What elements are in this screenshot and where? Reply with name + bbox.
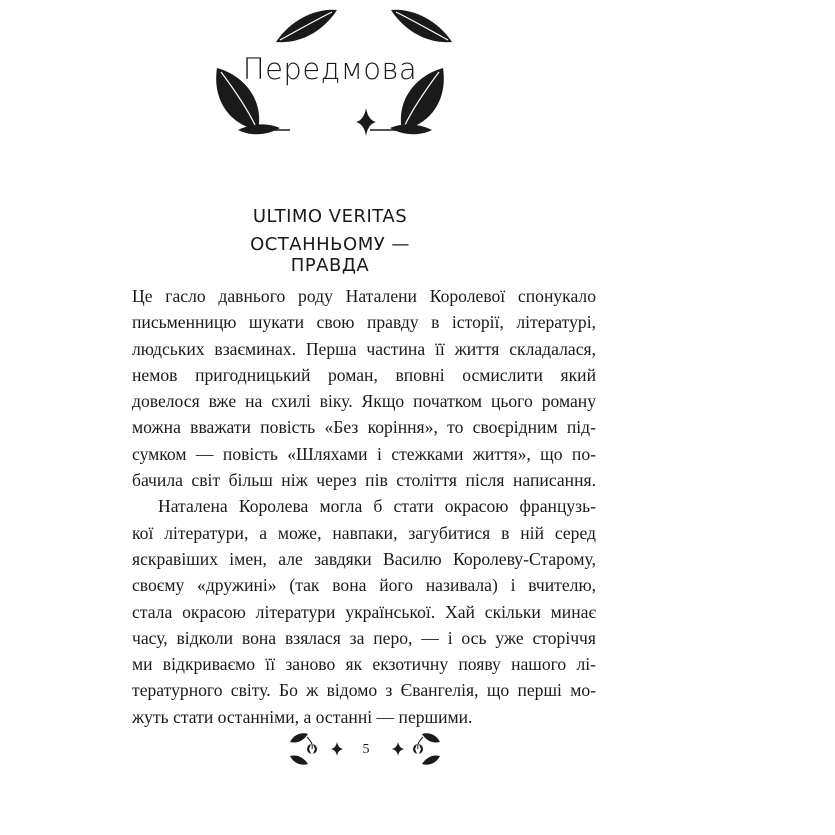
- text-line: стала окрасою літератури української. Хай скільки минає: [132, 601, 596, 622]
- paragraph-2: [132, 493, 596, 730]
- text-line: немов пригодницький роман, вповні осмислити який: [132, 364, 596, 385]
- text-line: можна вважати повість «Без коріння», то своєрідним під-: [132, 417, 596, 438]
- text-line: часу, відколи вона взялася за перо, — і ось уже сторіччя: [132, 627, 596, 648]
- text-line: ми відкриваємо її заново як екзотичну появу нашого лі-: [132, 654, 596, 675]
- body-text: [132, 283, 596, 730]
- sparkle-icon: [392, 742, 404, 756]
- text-line: тературного світу. Бо ж відомо з Євангелія, що перші мо-: [132, 680, 596, 701]
- flower-icon-left: [290, 733, 317, 764]
- leaf-icon-upper-right: [391, 10, 452, 42]
- leaf-icon-upper-left: [276, 10, 337, 42]
- text-line: Наталена Королева могла б стати окрасою французь-: [158, 496, 596, 517]
- paragraph-1: [132, 283, 596, 493]
- chapter-title: Передмова: [242, 52, 418, 86]
- text-line: сумком — повість «Шляхами і стежками життя», що по-: [132, 443, 596, 464]
- text-line: Це гасло давнього роду Наталени Королевої спонукало: [132, 286, 596, 306]
- epigraph-latin: ULTIMO VERITAS: [252, 206, 408, 227]
- text-line: яскравіших імен, але завдяки Василю Королеву-Старому,: [132, 548, 596, 569]
- epigraph-translation: ОСТАННЬОМУ — ПРАВДА: [250, 234, 410, 276]
- text-line: кої літератури, а може, навпаки, загубитися в ній серед: [132, 522, 596, 543]
- text-line: довелося вже на схилі віку. Якщо початком цього роману: [132, 391, 596, 412]
- sparkle-icon: [356, 108, 376, 136]
- page-number: 5: [362, 742, 370, 757]
- moon-icon: [360, 4, 375, 23]
- flower-icon-right: [413, 733, 440, 764]
- text-line: своєму «дружині» (так вона його називала) і вчителю,: [132, 575, 596, 596]
- text-line: жуть стати останніми, а останні — першими.: [132, 706, 473, 727]
- text-line: письменницю шукати свою правду в історії, літературі,: [132, 312, 596, 333]
- text-line: людських взаєминах. Перша частина її життя складалася,: [132, 338, 596, 359]
- text-line: бачила світ більш ніж через пів століття після написання.: [132, 470, 596, 491]
- sparkle-icon: [331, 742, 343, 756]
